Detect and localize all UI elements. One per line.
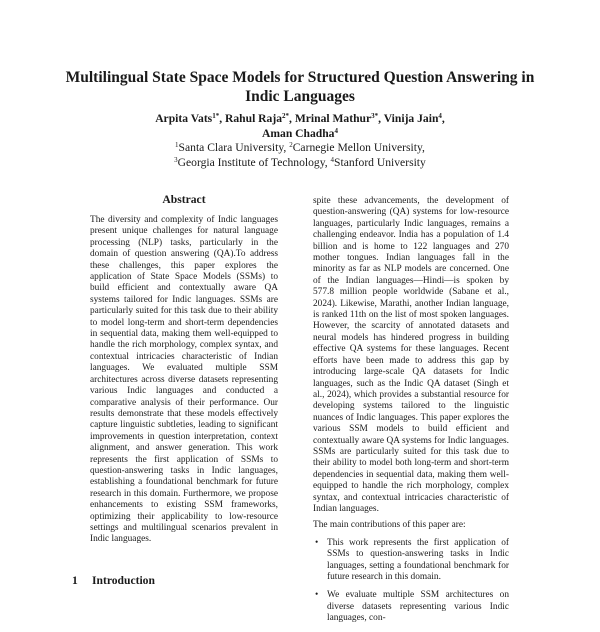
contributions-lead: The main contributions of this paper are: <box>313 520 466 531</box>
author-name: Arpita Vats <box>155 112 213 125</box>
bullet-icon: • <box>315 590 319 601</box>
section-heading-introduction <box>72 574 155 588</box>
affiliation: Santa Clara University <box>178 141 284 154</box>
author-name: Mrinal Mathur <box>294 112 372 125</box>
section-title: Introduction <box>92 574 155 587</box>
affiliation-line-1: $^1$Santa Clara University, $^2$Carnegie Mellon University, <box>175 141 425 154</box>
affiliation-mark: 3 <box>174 155 178 164</box>
section-number: 1 <box>72 574 78 587</box>
body-paragraph: spite these advancements, the development of question-answering (QA) systems for low-resource languages, particularly Indic languages, remains a challenging endeavor. India has a population of 1.4 billion and is home to 122 languages and 270 mother tongues. Indian languages fall in the minority as far as NLP models are concerned. One of the Indian languages—Hindi—is spoken by 577.8 million people worldwide (Sabane et al., 2024). Likewise, Marathi, another Indian language, is ranked 11th on the list of most spoken languages. However, the scarcity of annotated datasets and neural models has hindered progress in building effective QA systems for these languages. Recent efforts have been made to address this gap by introducing large-scale QA datasets for Indic languages, such as the Indic QA dataset (Singh et al., 2024), which provides a substantial resource for developing systems tailored to the linguistic nuances of Indic languages. This paper explores the various SSM models to build efficient and contextually aware QA systems for Indic languages. SSMs are particularly suited for this task due to their ability to model both long-term and short-term dependencies in sequential data, making them well-equipped to handle the rich morphology, complex syntax, and contextual intricacies characteristic of Indian languages. <box>313 196 509 514</box>
author-line-1: Arpita Vats$^{1*}$, Rahul Raja$^{2*}$, Mrinal Mathur$^{3*}$, Vinija Jain$^4$, <box>155 112 445 125</box>
author-line-2 <box>60 127 540 142</box>
author-name: Rahul Raja <box>225 112 283 125</box>
affiliation-mark: 1 <box>175 141 179 149</box>
abstract-heading: Abstract <box>162 193 206 206</box>
contributions-list <box>313 538 509 625</box>
abstract-text: The diversity and complexity of Indic languages present unique challenges for natural language processing (NLP) tasks, particularly in the domain of question answering (QA).To address these challenges, this paper explores the application of State Space Models (SSMs) to build efficient and contextually aware QA systems tailored for Indic languages. SSMs are particularly suited for this task due to their ability to model long-term and short-term dependencies in sequential data, making them well-equipped to handle the rich morphology, complex syntax, and contextual intricacies characteristic of Indian languages. We evaluated multiple SSM architectures across diverse datasets representing various Indic languages and conducted a comparative analysis of their performance. Our results demonstrate that these models effectively capture linguistic subtleties, leading to significant improvements in question interpretation, context alignment, and answer generation. This work represents the first application of SSMs to question-answering tasks in Indic languages, establishing a foundational benchmark for future research in this domain. Furthermore, we propose enhancements to existing SSM frameworks, optimizing their applicability to low-resource settings and multilingual scenarios prevalent in Indic languages. <box>90 215 278 545</box>
bullet-icon: • <box>315 537 319 548</box>
author-mark: 2* <box>282 112 290 120</box>
affiliation-mark: 4 <box>330 155 335 164</box>
affiliation-line-2: $^3$Georgia Institute of Technology, $^4$Stanford University <box>174 155 426 169</box>
author-name: Vinija Jain <box>383 112 439 125</box>
author-name: Aman Chadha <box>262 126 335 140</box>
right-column <box>313 196 509 632</box>
affiliation: Georgia Institute of Technology <box>177 155 325 169</box>
affiliation: Stanford University <box>334 155 426 169</box>
paper-title: Multilingual State Space Models for Structured Question Answering in Indic Languages <box>65 69 535 105</box>
author-mark: 4 <box>334 126 338 135</box>
author-mark: 4 <box>438 112 442 120</box>
list-item-text: We evaluate multiple SSM architectures on diverse datasets representing various Indic languages, con- <box>327 590 509 624</box>
list-item-text: This work represents the first application of SSMs to question-answering tasks in Indic languages, setting a foundational benchmark for future research in this domain. <box>327 537 509 582</box>
left-column <box>86 193 282 546</box>
author-block <box>60 112 540 170</box>
list-item <box>313 538 509 584</box>
author-mark: 1* <box>212 112 220 120</box>
list-item <box>313 590 509 624</box>
affiliation-mark: 2 <box>289 141 293 149</box>
affiliation: Carnegie Mellon University <box>292 141 423 154</box>
author-mark: 3* <box>371 112 379 120</box>
